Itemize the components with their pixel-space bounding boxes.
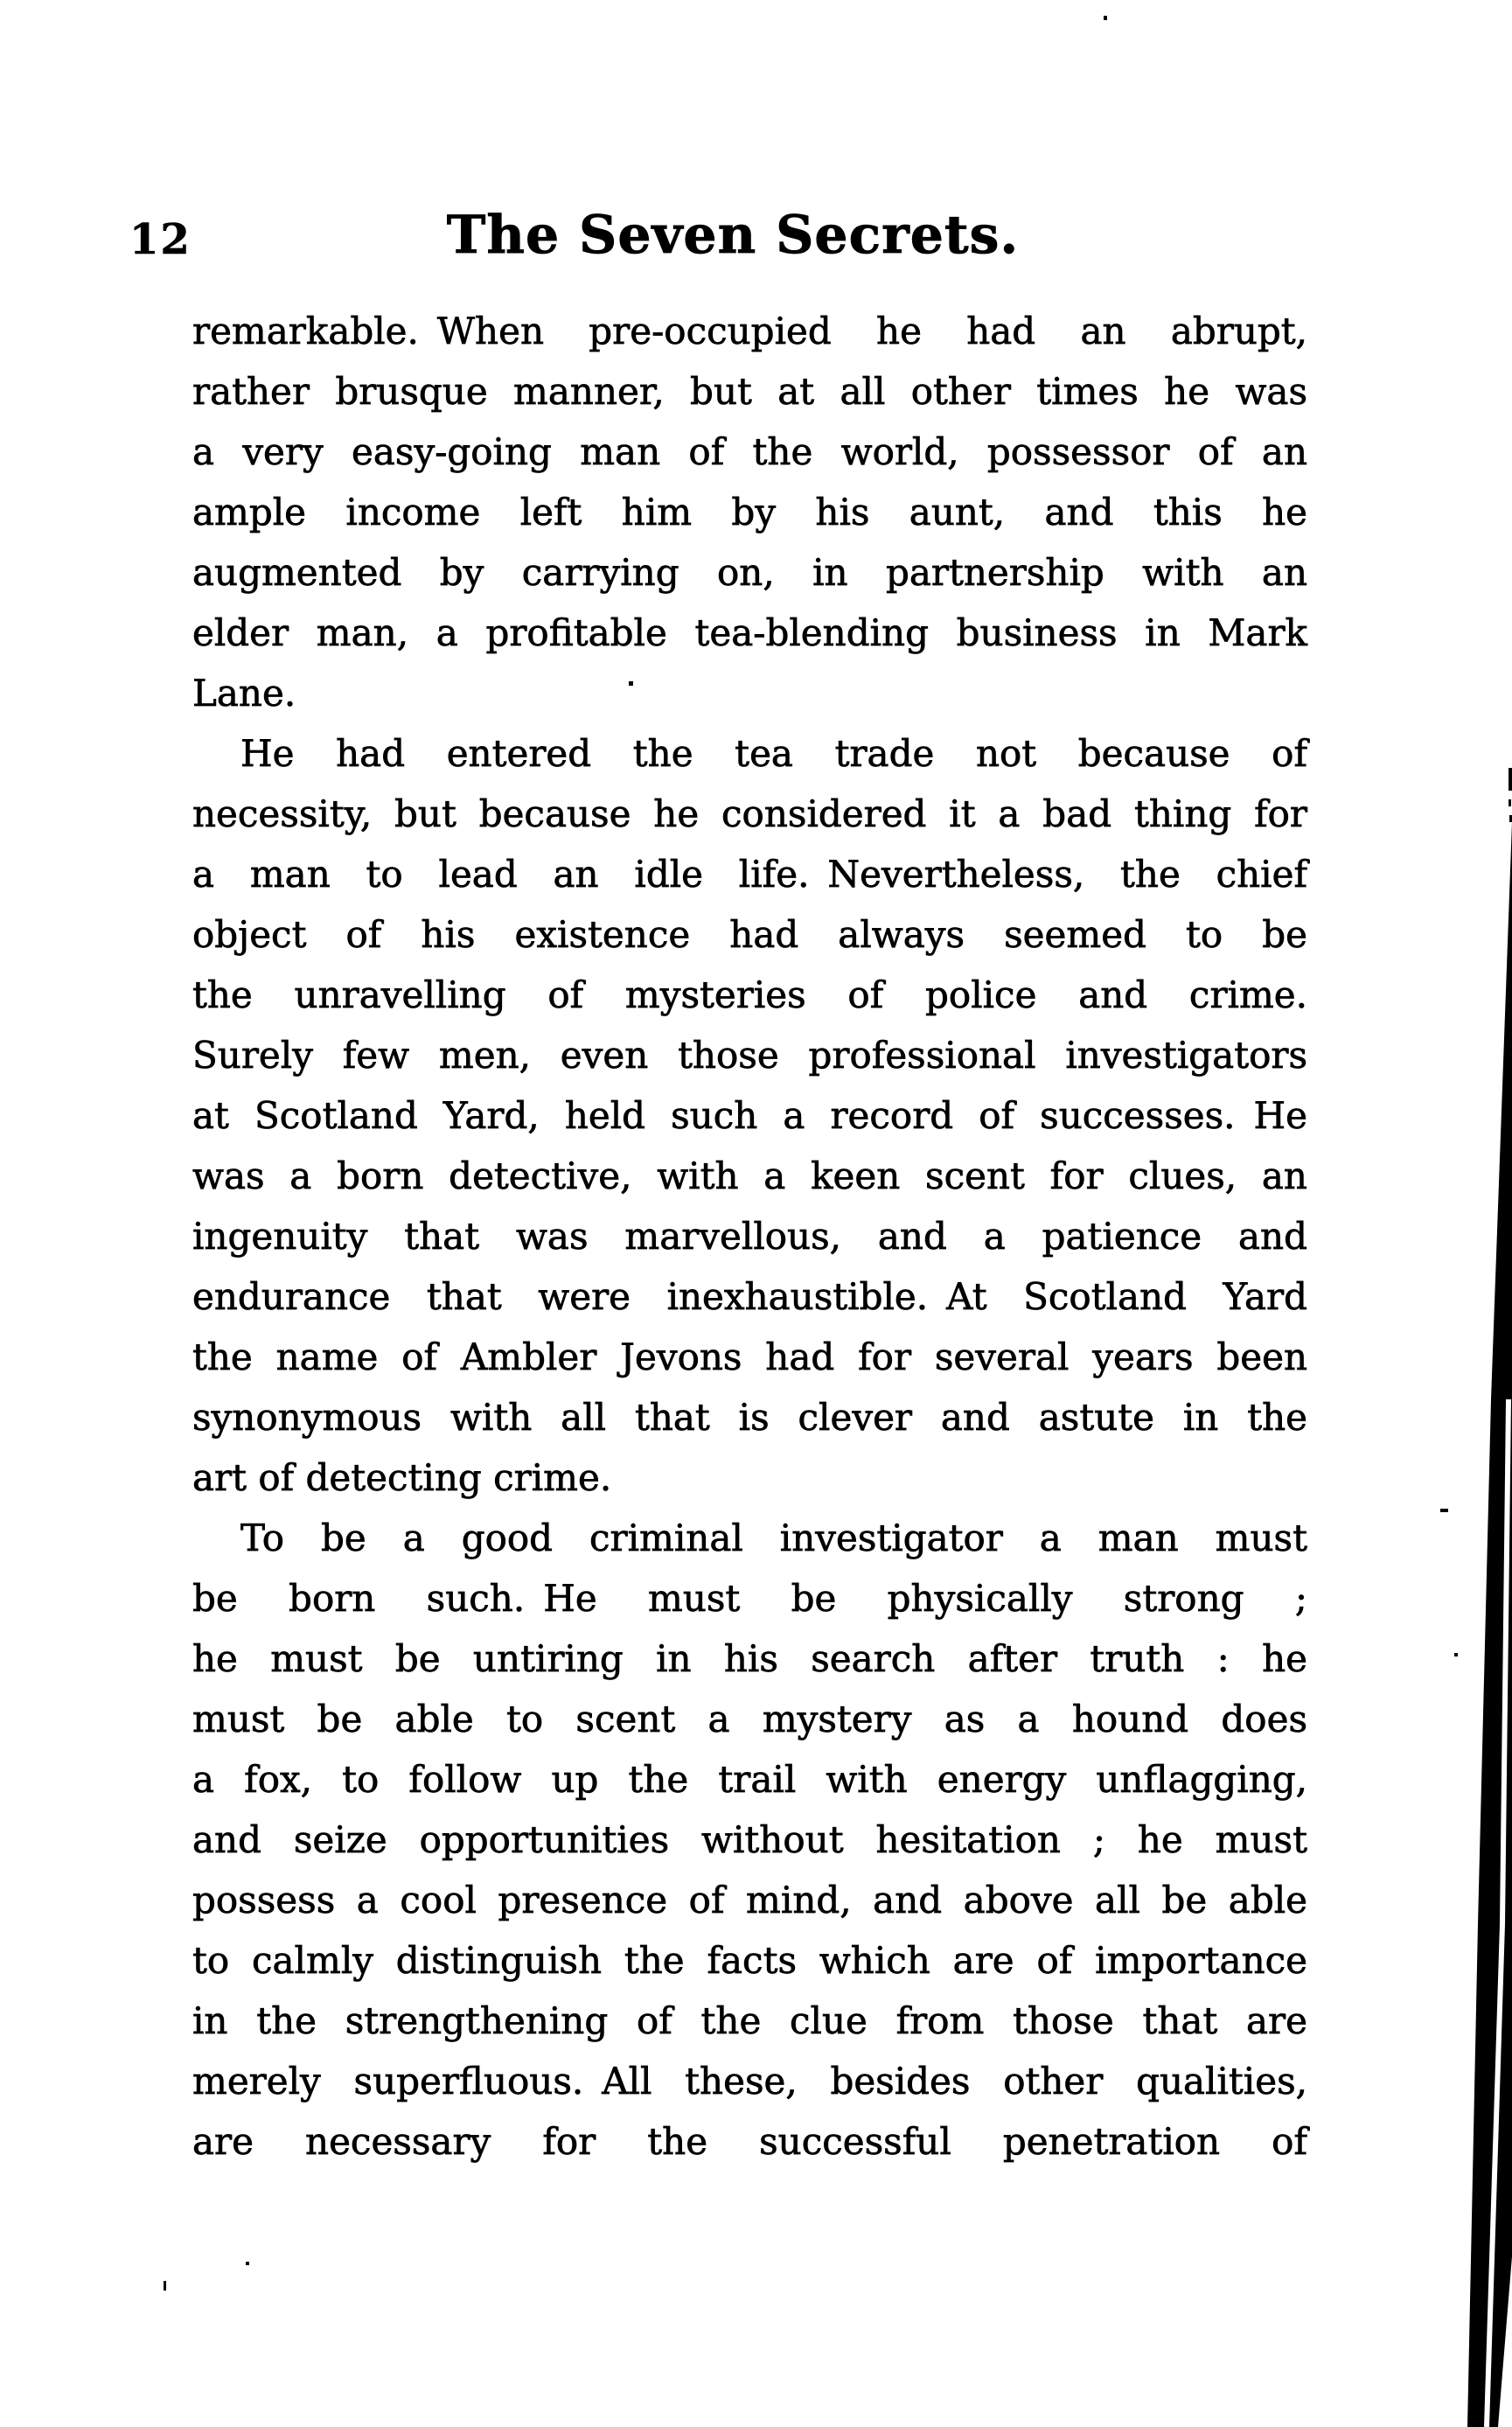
text-line: Lane. bbox=[192, 672, 296, 715]
text-line: rather brusque manner, but at all other times he was bbox=[192, 370, 1307, 413]
text-line: the unravelling of mysteries of police and crime. bbox=[192, 973, 1307, 1016]
text-line: possess a cool presence of mind, and above all be able bbox=[192, 1879, 1307, 1921]
text-line: are necessary for the successful penetration of bbox=[192, 2120, 1307, 2163]
text-line: he must be untiring in his search after truth : he bbox=[192, 1637, 1307, 1680]
text-line: merely superfluous. All these, besides other qualities, bbox=[192, 2060, 1307, 2103]
text-line: a fox, to follow up the trail with energy unflagging, bbox=[192, 1758, 1307, 1801]
text-line: was a born detective, with a keen scent for clues, an bbox=[192, 1154, 1307, 1197]
text-line: art of detecting crime. bbox=[192, 1456, 612, 1499]
text-line: ample income left him by his aunt, and this he bbox=[192, 491, 1307, 534]
text-line: a man to lead an idle life. Nevertheless, the chief bbox=[192, 853, 1307, 896]
text-line: elder man, a profitable tea-blending business in Mark bbox=[192, 611, 1307, 654]
text-line: He had entered the tea trade not because of bbox=[240, 732, 1307, 775]
text-line: a very easy-going man of the world, possessor of an bbox=[192, 430, 1307, 473]
text-line: object of his existence had always seemed to be bbox=[192, 913, 1307, 956]
text-line: in the strengthening of the clue from those that are bbox=[192, 1999, 1307, 2042]
text-line: To be a good criminal investigator a man must bbox=[240, 1517, 1307, 1559]
scan-speck bbox=[164, 2281, 166, 2291]
scan-speck bbox=[1454, 1653, 1458, 1656]
scan-speck bbox=[629, 681, 633, 686]
text-line: Surely few men, even those professional investigators bbox=[192, 1034, 1307, 1077]
scan-speck bbox=[1440, 1509, 1448, 1512]
text-line: synonymous with all that is clever and astute in the bbox=[192, 1396, 1307, 1439]
text-line: be born such. He must be physically strong ; bbox=[192, 1577, 1307, 1620]
page-number: 12 bbox=[129, 215, 192, 264]
text-line: and seize opportunities without hesitation ; he must bbox=[192, 1818, 1307, 1861]
text-line: endurance that were inexhaustible. At Scotland Yard bbox=[192, 1275, 1307, 1318]
text-line: remarkable. When pre-occupied he had an abrupt, bbox=[192, 310, 1307, 352]
text-line: necessity, but because he considered it a bad thing for bbox=[192, 792, 1307, 835]
text-line: augmented by carrying on, in partnership with an bbox=[192, 551, 1307, 594]
scan-speck bbox=[246, 2262, 249, 2265]
text-line: must be able to scent a mystery as a hound does bbox=[192, 1698, 1307, 1740]
scan-speck bbox=[1104, 16, 1107, 20]
running-title: The Seven Secrets. bbox=[446, 205, 1020, 266]
text-line: ingenuity that was marvellous, and a patience and bbox=[192, 1215, 1307, 1258]
text-line: to calmly distinguish the facts which are of importance bbox=[192, 1939, 1307, 1982]
scan-edge-shadow bbox=[1446, 726, 1512, 2427]
text-line: at Scotland Yard, held such a record of successes. He bbox=[192, 1094, 1307, 1137]
text-line: the name of Ambler Jevons had for several years been bbox=[192, 1336, 1307, 1378]
body-text bbox=[192, 301, 1307, 2172]
